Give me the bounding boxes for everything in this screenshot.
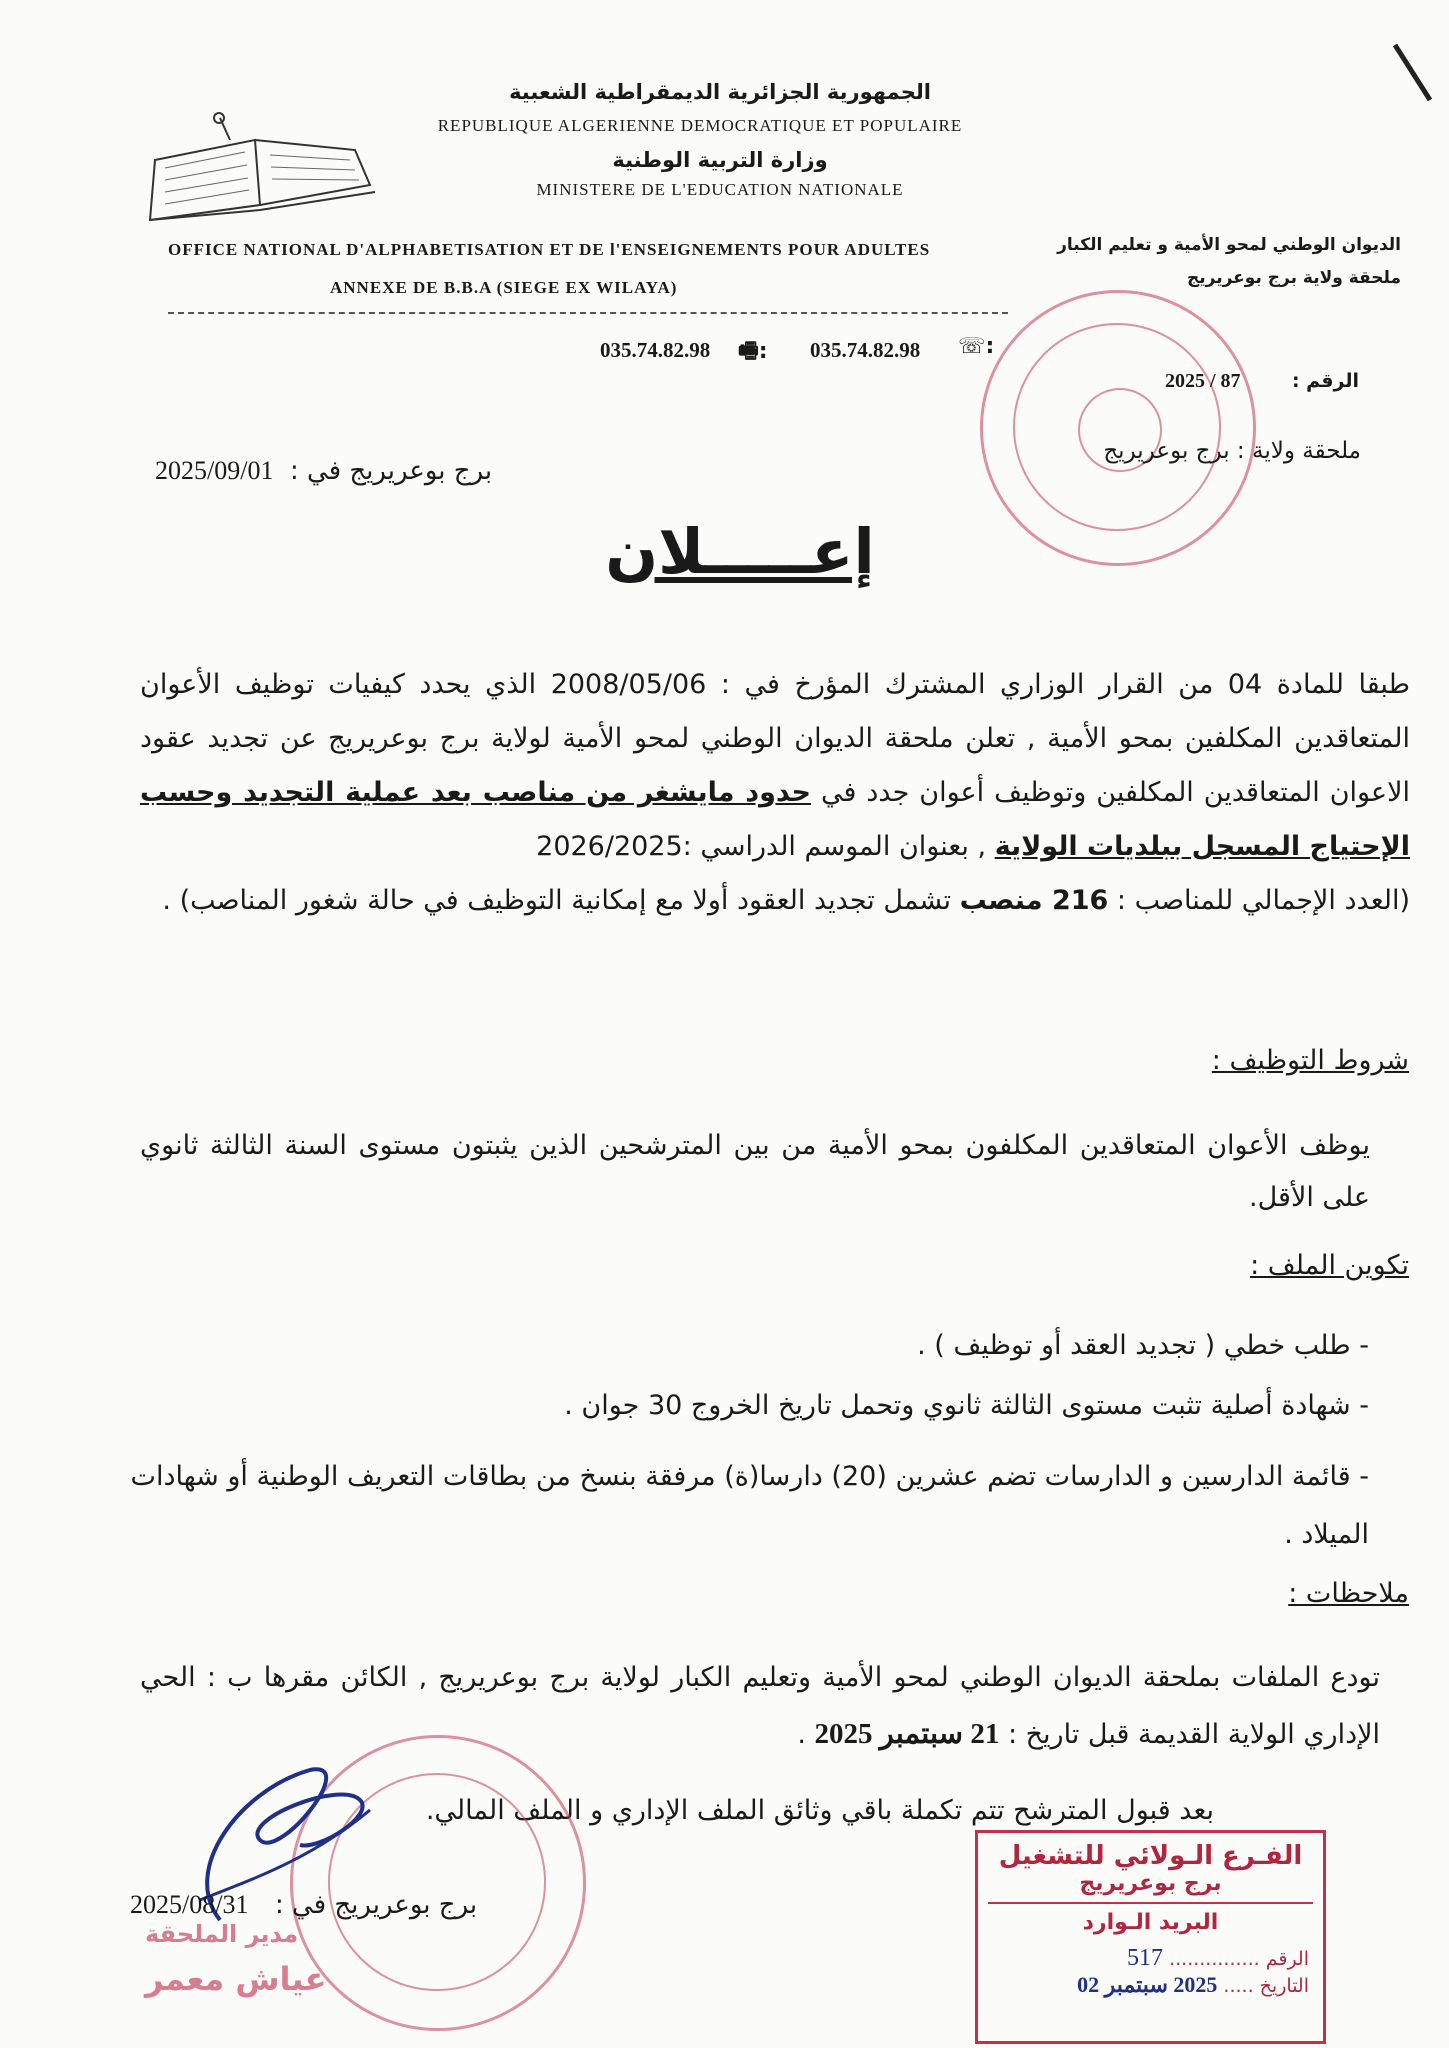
- footer-place: برج بوعريريج في :: [275, 1890, 478, 1920]
- receipt-number-label: الرقم: [1265, 1948, 1309, 1970]
- phone-number: 035.74.82.98: [810, 338, 921, 362]
- official-stamp-top: [980, 290, 1256, 566]
- french-republic: REPUBLIQUE ALGERIENNE DEMOCRATIQUE ET POPULAIRE: [437, 116, 963, 135]
- annex-label: ملحقة ولاية : برج بوعريريج: [1103, 438, 1361, 464]
- main-paragraph: [140, 658, 1410, 928]
- signer-title: مدير الملحقة: [145, 1920, 299, 1948]
- receipt-date-label: التاريخ: [1259, 1975, 1309, 1997]
- receipt-line1: الفـرع الـولائي للتشغيل: [998, 1841, 1303, 1871]
- receipt-number-value: 517: [1127, 1945, 1164, 1971]
- receipt-stamp: [975, 1830, 1326, 2044]
- conditions-text: يوظف الأعوان المتعاقدين المكلفون بمحو الأمية من بين المترشحين الذين يثبتون مستوى السنة الثالثة ثانوي على الأقل.: [140, 1130, 1370, 1213]
- office-arabic: الديوان الوطني لمحو الأمية و تعليم الكبار: [1057, 235, 1401, 255]
- notes-text: تودع الملفات بملحقة الديوان الوطني لمحو الأمية وتعليم الكبار لولاية برج بوعريريج , الكائن مقرها ب : الحي الإداري الولاية القديمة قبل تاريخ : 21 سبتمبر 2025 .: [140, 1662, 1380, 1750]
- french-ministry: MINISTERE DE L'EDUCATION NATIONALE: [536, 180, 904, 199]
- notes-text-body: تودع الملفات بملحقة الديوان الوطني لمحو الأمية وتعليم الكبار لولاية برج بوعريريج , الكائن مقرها ب : الحي الإداري الولاية القديمة قبل تاريخ :: [140, 1662, 1380, 1750]
- deadline: 21 سبتمبر 2025: [814, 1718, 1000, 1750]
- date-place: برج بوعريريج في :: [290, 456, 493, 486]
- file-item-3-text: قائمة الدارسين و الدارسات تضم عشرين (20) دارسا(ة) مرفقة بنسخ من بطاقات التعريف الوطنية أو شهادات الميلاد .: [130, 1461, 1369, 1550]
- file-item-1-text: طلب خطي ( تجديد العقد أو توظيف ) .: [917, 1330, 1351, 1361]
- ref-number: 2025 / 87: [1165, 370, 1241, 392]
- file-item-1: - طلب خطي ( تجديد العقد أو توظيف ) .: [917, 1330, 1369, 1361]
- fax-icon: 🖷:: [738, 339, 768, 364]
- arabic-ministry: وزارة التربية الوطنية: [612, 148, 828, 172]
- p1-season: , بعنوان الموسم الدراسي :2026/2025: [536, 831, 987, 862]
- p2-text: (العدد الإجمالي للمناصب :: [1116, 885, 1410, 916]
- notes-heading: ملاحظات :: [1288, 1578, 1409, 1609]
- corner-mark: [1390, 40, 1440, 110]
- receipt-number-row: الرقم ............... 517: [1127, 1945, 1309, 1971]
- receipt-line2: برج بوعريريج: [1079, 1871, 1222, 1896]
- header-divider: [168, 312, 1008, 314]
- book-logo: [135, 110, 385, 230]
- p1-text: طبقا للمادة 04 من القرار الوزاري المشترك المؤرخ في : 2008/05/06 الذي يحدد كيفيات توظيف الأعوان المتعاقدين المكلفين بمحو الأمية , تعلن ملحقة الديوان الوطني لمحو الأمية لولاية برج بوعريريج عن تجديد عقود الاعوان المتعاقدين المكلفين وتوظيف أعوان جدد في: [140, 669, 1411, 808]
- file-item-2-text: شهادة أصلية تثبت مستوى الثالثة ثانوي وتحمل تاريخ الخروج 30 جوان .: [564, 1390, 1351, 1421]
- annex-french: ANNEXE DE B.B.A (SIEGE EX WILAYA): [330, 278, 678, 297]
- file-heading: تكوين الملف :: [1250, 1250, 1409, 1281]
- footer-date: 2025/08/31: [130, 1890, 249, 1919]
- file-item-3: - قائمة الدارسين و الدارسات تضم عشرين (20) دارسا(ة) مرفقة بنسخ من بطاقات التعريف الوطنية أو شهادات الميلاد .: [130, 1461, 1369, 1550]
- signer-name: عياش معمر: [145, 1960, 327, 1998]
- fax-number: 035.74.82.98: [600, 338, 711, 362]
- phone-icon: ☏:: [958, 334, 995, 359]
- arabic-republic: الجمهورية الجزائرية الديمقراطية الشعبية: [509, 80, 931, 104]
- file-item-2: - شهادة أصلية تثبت مستوى الثالثة ثانوي وتحمل تاريخ الخروج 30 جوان .: [564, 1390, 1369, 1421]
- p1-bold: حدود مايشغر من مناصب بعد عملية التجديد وحسب الإحتياج المسجل ببلديات الولاية: [140, 777, 1410, 862]
- positions-count: 216 منصب: [959, 885, 1109, 916]
- p2-text-rest: تشمل تجديد العقود أولا مع إمكانية التوظيف في حالة شغور المناصب) .: [162, 885, 952, 916]
- annex-arabic: ملحقة ولاية برج بوعريريج: [1187, 268, 1401, 288]
- after-acceptance: بعد قبول المترشح تتم تكملة باقي وثائق الملف الإداري و الملف المالي.: [425, 1795, 1214, 1826]
- announcement-title: إعـــــلان: [605, 515, 875, 588]
- receipt-line3: البريد الـوارد: [1082, 1910, 1219, 1935]
- conditions-heading: شروط التوظيف :: [1211, 1045, 1409, 1076]
- receipt-date-value: 2025 سبتمبر 02: [1077, 1972, 1218, 1997]
- office-french: OFFICE NATIONAL D'ALPHABETISATION ET DE l'ENSEIGNEMENTS POUR ADULTES: [168, 240, 931, 259]
- date-value: 2025/09/01: [155, 456, 274, 485]
- ref-label: الرقم :: [1291, 370, 1359, 392]
- receipt-date-row: التاريخ ..... 2025 سبتمبر 02: [1077, 1972, 1309, 1997]
